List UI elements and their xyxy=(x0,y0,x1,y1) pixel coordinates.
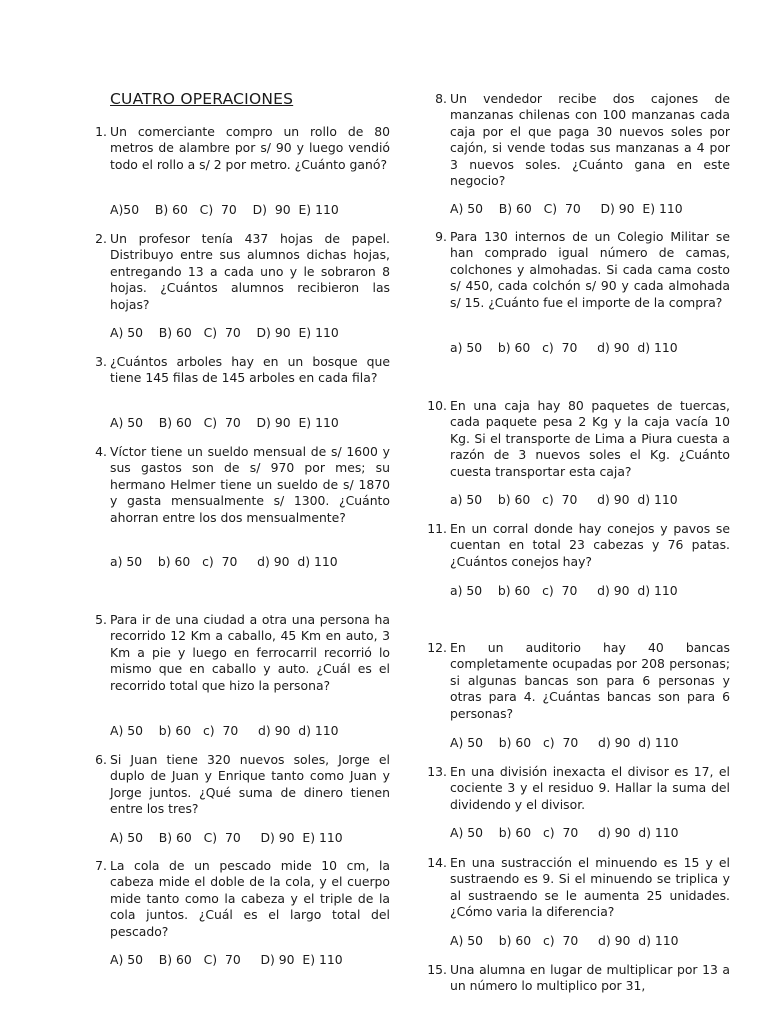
question-13 xyxy=(427,764,730,840)
question-text: En un auditorio hay 40 bancas completamente ocupadas por 208 personas; si algunas bancas son para 6 personas y otras para 4. ¿Cuántas bancas son para 6 personas? xyxy=(450,640,730,721)
question-number: 5. xyxy=(95,612,107,627)
answer-options: a) 50 b) 60 c) 70 d) 90 d) 110 xyxy=(450,340,678,355)
question-8 xyxy=(435,91,730,216)
answer-options: a) 50 b) 60 c) 70 d) 90 d) 110 xyxy=(450,583,678,598)
question-text: Un comerciante compro un rollo de 80 metros de alambre por s/ 90 y luego vendió todo el rollo a s/ 2 por metro. ¿Cuánto ganó? xyxy=(110,124,390,172)
question-10 xyxy=(427,398,730,507)
question-number: 11. xyxy=(427,521,447,536)
question-number: 2. xyxy=(95,231,107,246)
question-number: 3. xyxy=(95,354,107,369)
question-text: En una sustracción el minuendo es 15 y el sustraendo es 9. Si el minuendo se triplica y al sustraendo se le aumenta 25 unidades. ¿Cómo varia la diferencia? xyxy=(450,855,730,920)
question-number: 13. xyxy=(427,764,447,779)
question-text: Para ir de una ciudad a otra una persona ha recorrido 12 Km a caballo, 45 Km en auto, 3 Km a pie y luego en ferrocarril recorrió lo mismo que en caballo y auto. ¿Cuál es el recorrido total que hizo la persona? xyxy=(110,612,390,693)
answer-options: A) 50 B) 60 C) 70 D) 90 E) 110 xyxy=(110,415,339,430)
question-number: 7. xyxy=(95,858,107,873)
answer-options: A) 50 b) 60 c) 70 d) 90 d) 110 xyxy=(110,723,339,738)
question-number: 6. xyxy=(95,752,107,767)
answer-options: a) 50 b) 60 c) 70 d) 90 d) 110 xyxy=(450,492,678,507)
question-5 xyxy=(95,612,390,738)
question-11 xyxy=(427,521,730,598)
question-text: Si Juan tiene 320 nuevos soles, Jorge el duplo de Juan y Enrique tanto como Juan y Jorge juntos. ¿Qué suma de dinero tienen entre los tres? xyxy=(110,752,390,817)
question-12 xyxy=(427,640,730,750)
answer-options: A) 50 B) 60 C) 70 D) 90 E) 110 xyxy=(110,830,343,845)
question-9 xyxy=(435,229,730,355)
answer-options: a) 50 b) 60 c) 70 d) 90 d) 110 xyxy=(110,554,338,569)
question-text: Una alumna en lugar de multiplicar por 13 a un número lo multiplico por 31, xyxy=(450,962,730,994)
question-number: 15. xyxy=(427,962,447,977)
answer-options: A) 50 B) 60 C) 70 D) 90 E) 110 xyxy=(110,325,339,340)
question-text: En una caja hay 80 paquetes de tuercas, cada paquete pesa 2 Kg y la caja vacía 10 Kg. Si el transporte de Lima a Piura cuesta a razón de 3 nuevos soles el Kg. ¿Cuánto cuesta transportar esta caja? xyxy=(450,398,730,479)
question-15 xyxy=(427,962,730,995)
question-text: La cola de un pescado mide 10 cm, la cabeza mide el doble de la cola, y el cuerpo mide tanto como la cabeza y el triple de la cola juntos. ¿Cuál es el largo total del pescado? xyxy=(110,858,390,939)
question-4 xyxy=(95,444,390,569)
question-number: 12. xyxy=(427,640,447,655)
page-title: CUATRO OPERACIONES xyxy=(110,90,294,108)
question-14 xyxy=(427,855,730,948)
question-number: 10. xyxy=(427,398,447,413)
question-number: 8. xyxy=(435,91,447,106)
question-1 xyxy=(95,124,390,217)
question-number: 14. xyxy=(427,855,447,870)
answer-options: A) 50 b) 60 c) 70 d) 90 d) 110 xyxy=(450,825,679,840)
question-text: En una división inexacta el divisor es 17, el cociente 3 y el residuo 9. Hallar la suma del dividendo y el divisor. xyxy=(450,764,730,812)
answer-options: A) 50 b) 60 c) 70 d) 90 d) 110 xyxy=(450,735,679,750)
question-text: Víctor tiene un sueldo mensual de s/ 1600 y sus gastos son de s/ 970 por mes; su hermano Helmer tiene un sueldo de s/ 1870 y gasta mensualmente s/ 1300. ¿Cuánto ahorran entre los dos mensualmente? xyxy=(110,444,390,525)
question-6 xyxy=(95,752,390,845)
answer-options: A) 50 B) 60 C) 70 D) 90 E) 110 xyxy=(450,201,683,216)
question-text: Un profesor tenía 437 hojas de papel. Distribuyo entre sus alumnos dichas hojas, entregando 13 a cada uno y le sobraron 8 hojas. ¿Cuántos alumnos recibieron las hojas? xyxy=(110,231,390,312)
question-text: Para 130 internos de un Colegio Militar se han comprado igual número de camas, colchones y almohadas. Si cada cama costo s/ 450, cada colchón s/ 90 y cada almohada s/ 15. ¿Cuánto fue el importe de la compra? xyxy=(450,229,730,310)
answer-options: A) 50 B) 60 C) 70 D) 90 E) 110 xyxy=(110,952,343,967)
question-2 xyxy=(95,231,390,340)
question-text: Un vendedor recibe dos cajones de manzanas chilenas con 100 manzanas cada caja por el que paga 30 nuevos soles por cajón, si vende todas sus manzanas a 4 por 3 nuevos soles. ¿Cuánto gana en este negocio? xyxy=(450,91,730,189)
question-number: 4. xyxy=(95,444,107,459)
question-number: 1. xyxy=(95,124,107,139)
answer-options: A) 50 b) 60 c) 70 d) 90 d) 110 xyxy=(450,933,679,948)
question-text: ¿Cuántos arboles hay en un bosque que tiene 145 filas de 145 arboles en cada fila? xyxy=(110,354,390,386)
question-3 xyxy=(95,354,390,430)
question-text: En un corral donde hay conejos y pavos se cuentan en total 23 cabezas y 76 patas. ¿Cuántos conejos hay? xyxy=(450,521,730,569)
question-number: 9. xyxy=(435,229,447,244)
question-7 xyxy=(95,858,390,967)
answer-options: A)50 B) 60 C) 70 D) 90 E) 110 xyxy=(110,202,339,217)
